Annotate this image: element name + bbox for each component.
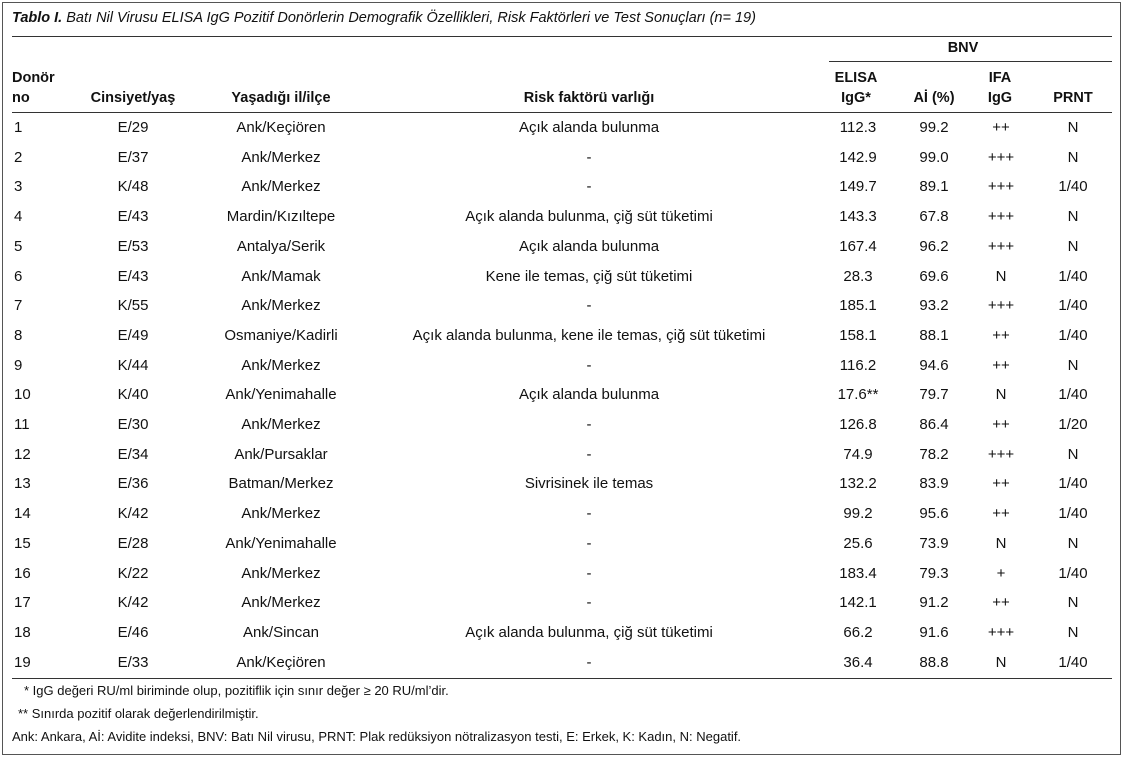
top-rule (12, 36, 1112, 37)
cell-ifa-igg: +++ (987, 297, 1015, 315)
cell-donor-no: 10 (14, 386, 31, 404)
cell-ifa-igg: +++ (987, 445, 1015, 463)
cell-donor-no: 2 (14, 148, 23, 166)
cell-sex-age: E/53 (117, 237, 149, 255)
cell-prnt: N (1067, 445, 1079, 463)
cell-prnt: N (1067, 237, 1079, 255)
cell-risk-factor: - (586, 505, 592, 523)
table-row (0, 380, 1125, 409)
cell-avidity-index: 99.0 (919, 148, 949, 166)
cell-prnt: 1/40 (1058, 653, 1088, 671)
cell-donor-no: 7 (14, 297, 23, 315)
cell-sex-age: E/37 (117, 148, 149, 166)
cell-risk-factor: Açık alanda bulunma, kene ile temas, çiğ süt tüketimi (412, 326, 766, 344)
cell-avidity-index: 67.8 (919, 208, 949, 226)
cell-avidity-index: 95.6 (919, 505, 949, 523)
cell-sex-age: E/43 (117, 208, 149, 226)
cell-location: Ank/Pursaklar (234, 445, 328, 463)
table-row (0, 440, 1125, 469)
header-ifa-line2: IgG (987, 90, 1013, 106)
cell-sex-age: K/42 (117, 505, 149, 523)
cell-ifa-igg: N (995, 653, 1007, 671)
cell-avidity-index: 88.8 (919, 653, 949, 671)
cell-avidity-index: 99.2 (919, 119, 949, 136)
cell-risk-factor: - (586, 356, 592, 374)
table-bottom-rule (12, 678, 1112, 679)
cell-location: Ank/Mamak (241, 267, 321, 285)
cell-sex-age: E/46 (117, 623, 149, 641)
cell-donor-no: 12 (14, 445, 31, 463)
cell-elisa-igg: 143.3 (839, 208, 877, 226)
table-row (0, 143, 1125, 172)
cell-location: Ank/Keçiören (236, 119, 326, 136)
cell-sex-age: K/55 (117, 297, 149, 315)
header-donor-line1: Donör (12, 70, 55, 86)
cell-ifa-igg: +++ (987, 148, 1015, 166)
cell-elisa-igg: 167.4 (839, 237, 877, 255)
table-row (0, 648, 1125, 677)
cell-risk-factor: - (586, 564, 592, 582)
cell-risk-factor: Açık alanda bulunma, çiğ süt tüketimi (465, 623, 713, 641)
cell-elisa-igg: 183.4 (839, 564, 877, 582)
bnv-group-rule (829, 61, 1112, 62)
cell-avidity-index: 86.4 (919, 416, 949, 433)
cell-ifa-igg: +++ (987, 623, 1015, 641)
cell-elisa-igg: 25.6 (843, 534, 873, 552)
cell-elisa-igg: 112.3 (839, 119, 877, 136)
table-row (0, 291, 1125, 320)
cell-risk-factor: - (586, 416, 592, 433)
cell-donor-no: 15 (14, 534, 31, 552)
cell-elisa-igg: 142.1 (839, 594, 877, 612)
cell-risk-factor: - (586, 297, 592, 315)
cell-prnt: N (1067, 623, 1079, 641)
cell-donor-no: 9 (14, 356, 23, 374)
cell-sex-age: E/36 (117, 475, 149, 493)
cell-location: Osmaniye/Kadirli (224, 326, 338, 344)
cell-sex-age: K/42 (117, 594, 149, 612)
cell-location: Antalya/Serik (236, 237, 326, 255)
table-row (0, 351, 1125, 380)
table-row (0, 232, 1125, 261)
cell-risk-factor: - (586, 445, 592, 463)
cell-ifa-igg: N (995, 267, 1007, 285)
cell-ifa-igg: N (995, 534, 1007, 552)
cell-elisa-igg: 149.7 (839, 178, 877, 196)
cell-location: Batman/Merkez (228, 475, 334, 493)
cell-sex-age: K/44 (117, 356, 149, 374)
table-row (0, 618, 1125, 647)
cell-risk-factor: Açık alanda bulunma (518, 119, 660, 136)
cell-donor-no: 16 (14, 564, 31, 582)
cell-location: Ank/Yenimahalle (225, 534, 337, 552)
cell-donor-no: 13 (14, 475, 31, 493)
cell-elisa-igg: 74.9 (843, 445, 873, 463)
table-row (0, 469, 1125, 498)
cell-prnt: 1/40 (1058, 267, 1088, 285)
cell-sex-age: K/40 (117, 386, 149, 404)
footnote-asterisk: * IgG değeri RU/ml biriminde olup, pozitiflik için sınır değer ≥ 20 RU/ml’dir. (24, 683, 449, 698)
table-row (0, 321, 1125, 350)
cell-risk-factor: Açık alanda bulunma (518, 237, 660, 255)
table-row (0, 559, 1125, 588)
header-donor-line2: no (12, 90, 30, 106)
cell-location: Ank/Merkez (241, 297, 321, 315)
cell-prnt: N (1067, 208, 1079, 226)
cell-avidity-index: 73.9 (919, 534, 949, 552)
cell-sex-age: E/49 (117, 326, 149, 344)
cell-elisa-igg: 185.1 (839, 297, 877, 315)
cell-ifa-igg: ++ (992, 356, 1010, 374)
caption-text: Batı Nil Virusu ELISA IgG Pozitif Donörlerin Demografik Özellikleri, Risk Faktörleri ve Test Sonuçları (n= 19) (66, 10, 756, 26)
cell-risk-factor: Açık alanda bulunma (518, 386, 660, 404)
cell-donor-no: 1 (14, 119, 23, 136)
cell-elisa-igg: 158.1 (839, 326, 877, 344)
cell-prnt: 1/40 (1058, 475, 1088, 493)
cell-prnt: 1/40 (1058, 178, 1088, 196)
cell-elisa-igg: 36.4 (843, 653, 873, 671)
cell-sex-age: E/33 (117, 653, 149, 671)
cell-ifa-igg: ++ (992, 326, 1010, 344)
cell-risk-factor: - (586, 594, 592, 612)
cell-prnt: 1/40 (1058, 386, 1088, 404)
cell-ifa-igg: + (996, 564, 1006, 582)
cell-elisa-igg: 99.2 (843, 505, 873, 523)
cell-avidity-index: 91.6 (919, 623, 949, 641)
cell-avidity-index: 89.1 (919, 178, 949, 196)
table-row (0, 262, 1125, 291)
cell-location: Ank/Merkez (241, 356, 321, 374)
cell-sex-age: K/48 (117, 178, 149, 196)
cell-prnt: N (1067, 594, 1079, 612)
table-caption (12, 10, 756, 26)
cell-elisa-igg: 126.8 (839, 416, 877, 433)
cell-sex-age: E/28 (117, 534, 149, 552)
table-row (0, 588, 1125, 617)
cell-location: Ank/Sincan (243, 623, 319, 641)
cell-donor-no: 8 (14, 326, 23, 344)
cell-prnt: 1/40 (1058, 564, 1088, 582)
header-location: Yaşadığı il/ilçe (231, 90, 331, 106)
cell-location: Ank/Keçiören (236, 653, 326, 671)
header-ifa-line1: IFA (988, 70, 1012, 86)
cell-donor-no: 19 (14, 653, 31, 671)
cell-avidity-index: 96.2 (919, 237, 949, 255)
table-row (0, 499, 1125, 528)
cell-avidity-index: 91.2 (919, 594, 949, 612)
header-prnt: PRNT (1053, 90, 1093, 106)
cell-donor-no: 17 (14, 594, 31, 612)
cell-donor-no: 6 (14, 267, 23, 285)
cell-donor-no: 11 (14, 416, 30, 433)
header-elisa-line1: ELISA (834, 70, 878, 86)
cell-ifa-igg: N (995, 386, 1007, 404)
cell-ifa-igg: ++ (992, 475, 1010, 493)
cell-avidity-index: 79.3 (919, 564, 949, 582)
cell-avidity-index: 88.1 (919, 326, 949, 344)
cell-sex-age: E/43 (117, 267, 149, 285)
cell-ifa-igg: +++ (987, 237, 1015, 255)
cell-risk-factor: - (586, 148, 592, 166)
cell-donor-no: 18 (14, 623, 31, 641)
cell-prnt: N (1067, 534, 1079, 552)
cell-prnt: N (1067, 148, 1079, 166)
cell-sex-age: E/29 (117, 119, 149, 136)
cell-donor-no: 5 (14, 237, 23, 255)
header-risk: Risk faktörü varlığı (523, 90, 655, 106)
cell-elisa-igg: 28.3 (843, 267, 873, 285)
cell-donor-no: 3 (14, 178, 23, 196)
table-row (0, 113, 1125, 142)
cell-sex-age: E/34 (117, 445, 149, 463)
cell-ifa-igg: +++ (987, 178, 1015, 196)
cell-location: Ank/Merkez (241, 178, 321, 196)
cell-avidity-index: 69.6 (919, 267, 949, 285)
cell-avidity-index: 78.2 (919, 445, 949, 463)
header-elisa-line2: IgG* (841, 90, 871, 106)
cell-ifa-igg: ++ (992, 505, 1010, 523)
cell-location: Ank/Merkez (241, 416, 321, 433)
cell-ifa-igg: ++ (992, 119, 1010, 136)
header-group-bnv: BNV (947, 40, 979, 56)
cell-prnt: 1/40 (1058, 505, 1088, 523)
cell-risk-factor: Sivrisinek ile temas (524, 475, 654, 493)
cell-location: Ank/Merkez (241, 594, 321, 612)
cell-sex-age: E/30 (117, 416, 149, 433)
cell-location: Ank/Merkez (241, 148, 321, 166)
cell-avidity-index: 94.6 (919, 356, 949, 374)
cell-risk-factor: Kene ile temas, çiğ süt tüketimi (485, 267, 693, 285)
cell-location: Ank/Yenimahalle (225, 386, 337, 404)
caption-label: Tablo I. (12, 10, 63, 26)
cell-donor-no: 14 (14, 505, 31, 523)
table-row (0, 172, 1125, 201)
cell-risk-factor: Açık alanda bulunma, çiğ süt tüketimi (465, 208, 713, 226)
header-sex-age: Cinsiyet/yaş (90, 90, 176, 106)
cell-prnt: 1/40 (1058, 297, 1088, 315)
cell-prnt: N (1067, 356, 1079, 374)
table-row (0, 202, 1125, 231)
cell-avidity-index: 79.7 (919, 386, 949, 404)
cell-location: Mardin/Kızıltepe (226, 208, 336, 226)
cell-location: Ank/Merkez (241, 564, 321, 582)
cell-elisa-igg: 132.2 (839, 475, 877, 493)
table-row (0, 529, 1125, 558)
cell-ifa-igg: ++ (992, 594, 1010, 612)
cell-prnt: 1/40 (1058, 326, 1088, 344)
cell-ifa-igg: +++ (987, 208, 1015, 226)
footnote-abbreviations: Ank: Ankara, Aİ: Avidite indeksi, BNV: Batı Nil virusu, PRNT: Plak redüksiyon nötralizasyon testi, E: Erkek, K: Kadın, N: Negatif. (12, 729, 742, 744)
cell-ifa-igg: ++ (992, 416, 1010, 433)
cell-elisa-igg: 142.9 (839, 148, 877, 166)
header-ai: Aİ (%) (913, 90, 955, 106)
cell-elisa-igg: 17.6** (837, 386, 879, 404)
table-row (0, 410, 1125, 439)
cell-avidity-index: 83.9 (919, 475, 949, 493)
cell-elisa-igg: 116.2 (839, 356, 877, 374)
cell-elisa-igg: 66.2 (843, 623, 873, 641)
cell-prnt: 1/20 (1058, 416, 1088, 433)
cell-location: Ank/Merkez (241, 505, 321, 523)
cell-prnt: N (1067, 119, 1079, 136)
footnote-double-asterisk: ** Sınırda pozitif olarak değerlendirilmiştir. (18, 706, 259, 721)
cell-risk-factor: - (586, 653, 592, 671)
cell-sex-age: K/22 (117, 564, 149, 582)
cell-avidity-index: 93.2 (919, 297, 949, 315)
cell-risk-factor: - (586, 178, 592, 196)
cell-risk-factor: - (586, 534, 592, 552)
cell-donor-no: 4 (14, 208, 23, 226)
